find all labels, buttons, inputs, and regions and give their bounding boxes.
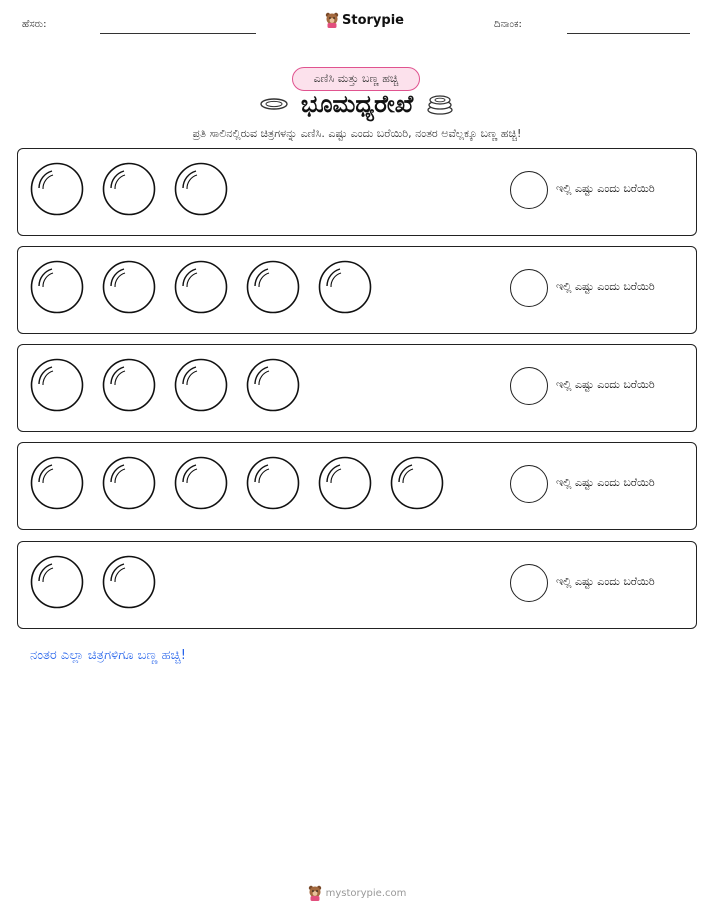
bubble-icon[interactable]: [102, 358, 156, 412]
count-row-2: [17, 246, 697, 334]
bubble-icon[interactable]: [174, 456, 228, 510]
bubble-icon[interactable]: [246, 260, 300, 314]
bubble-icon[interactable]: [102, 260, 156, 314]
answer-label: ಇಲ್ಲಿ ಎಷ್ಟು ಎಂದು ಬರೆಯಿರಿ: [556, 575, 655, 588]
bubble-icon[interactable]: [30, 358, 84, 412]
answer-circle[interactable]: [510, 465, 548, 503]
logo-text: Storypie: [342, 12, 404, 28]
count-row-5: [17, 541, 697, 629]
bubble-icon[interactable]: [30, 260, 84, 314]
bubble-group: [30, 162, 228, 216]
footer-site: mystorypie.com: [325, 887, 407, 899]
name-field-line[interactable]: [100, 33, 256, 34]
bubble-icon[interactable]: [102, 162, 156, 216]
bear-mascot-icon: [325, 12, 339, 28]
answer-label: ಇಲ್ಲಿ ಎಷ್ಟು ಎಂದು ಬರೆಯಿರಿ: [556, 182, 655, 195]
count-row-4: [17, 442, 697, 530]
title-row: [0, 90, 714, 118]
bubble-icon[interactable]: [246, 456, 300, 510]
bubble-icon[interactable]: [174, 162, 228, 216]
bubble-icon[interactable]: [174, 260, 228, 314]
bubble-icon[interactable]: [318, 456, 372, 510]
bubble-group: [30, 456, 444, 510]
answer-circle[interactable]: [510, 171, 548, 209]
answer-circle[interactable]: [510, 367, 548, 405]
bubble-icon[interactable]: [102, 555, 156, 609]
bubble-icon[interactable]: [390, 456, 444, 510]
bubble-icon[interactable]: [246, 358, 300, 412]
date-label: ದಿನಾಂಕ:: [494, 19, 522, 30]
bubble-group: [30, 260, 372, 314]
storypie-logo: [325, 12, 404, 28]
instructions-text: ಪ್ರತಿ ಸಾಲಿನಲ್ಲಿರುವ ಚಿತ್ರಗಳನ್ನು ಎಣಿಸಿ. ಎಷ್ಟು ಎಂದು ಬರೆಯಿರಿ, ನಂತರ ಅವೆಲ್ಲಕ್ಕೂ ಬಣ್ಣ ಹಚ್ಚಿ!: [192, 127, 522, 140]
bubble-group: [30, 555, 156, 609]
name-label: ಹೆಸರು:: [22, 19, 47, 30]
bubble-icon[interactable]: [102, 456, 156, 510]
footer-note: ನಂತರ ಎಲ್ಲಾ ಚಿತ್ರಗಳಿಗೂ ಬಣ್ಣ ಹಚ್ಚಿ!: [30, 648, 186, 663]
bubble-icon[interactable]: [30, 162, 84, 216]
bubble-icon[interactable]: [318, 260, 372, 314]
bubble-group: [30, 358, 300, 412]
count-row-1: [17, 148, 697, 236]
page-title: ಭೂಮಧ್ಯರೇಖೆ: [300, 90, 414, 118]
answer-label: ಇಲ್ಲಿ ಎಷ್ಟು ಎಂದು ಬರೆಯಿರಿ: [556, 476, 655, 489]
answer-circle[interactable]: [510, 269, 548, 307]
answer-label: ಇಲ್ಲಿ ಎಷ್ಟು ಎಂದು ಬರೆಯಿರಿ: [556, 378, 655, 391]
coin-stack-icon: [259, 97, 289, 111]
count-row-3: [17, 344, 697, 432]
date-field-line[interactable]: [567, 33, 690, 34]
bear-mascot-icon: [308, 885, 322, 901]
bubble-icon[interactable]: [174, 358, 228, 412]
activity-badge: ಎಣಿಸಿ ಮತ್ತು ಬಣ್ಣ ಹಚ್ಚಿ: [292, 67, 420, 91]
answer-label: ಇಲ್ಲಿ ಎಷ್ಟು ಎಂದು ಬರೆಯಿರಿ: [556, 280, 655, 293]
answer-circle[interactable]: [510, 564, 548, 602]
bubble-icon[interactable]: [30, 555, 84, 609]
footer: [0, 885, 714, 901]
bubble-icon[interactable]: [30, 456, 84, 510]
coin-pile-icon: [425, 92, 455, 116]
